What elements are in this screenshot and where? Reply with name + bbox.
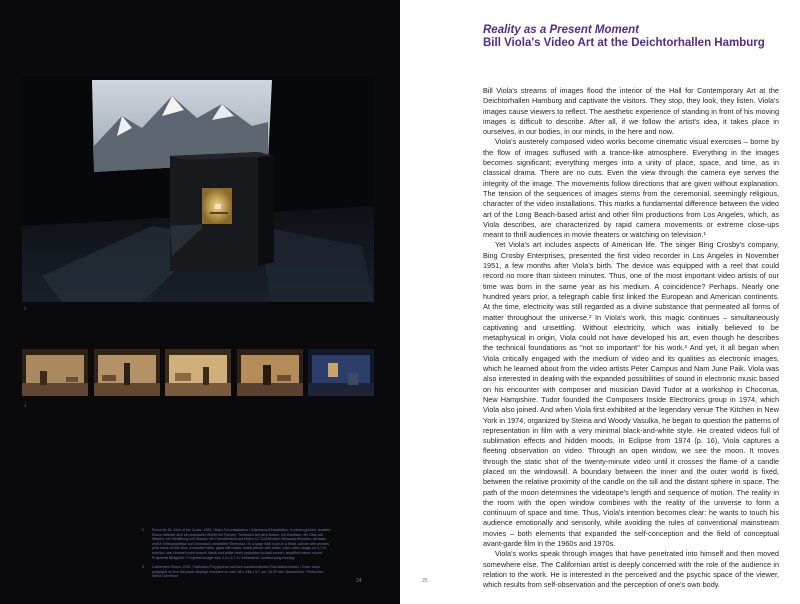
main-figure-label: 2	[24, 306, 27, 311]
thumbnail-photo	[22, 349, 88, 396]
thumbs-figure-label: 3	[24, 403, 27, 408]
thumbnail-photo	[165, 349, 231, 396]
body-paragraph: Yet Viola's art includes aspects of American life. The singer Bing Crosby's company, Bing Crosby Enterprises, presented the first video recorder in Los Angeles in November 1951, a few months after Viola's birth. The device was equipped with a reel that could record no more than sixteen minutes. Thus, one of the most important video artists of our time was born in the same year as his medium. A coincidence? Perhaps. Nearly one hundred years prior, a telegraph cable first linked the European and American continents. At the time, electricity was still regarded as a divine substance that permeated all forms of matter throughout the universe.² In Viola's work, this magic continues – simultaneously captivating and unsettling. Without electricity, which was initially believed to be metaphysical in origin, Viola could not have developed his art, even though he describes the technical foundations as "not so important" for his work.³ And yet, it all began when Viola critically engaged with the medium of video and its qualities as electronic images, which he learned about from the video artists Peter Campus and Nam June Paik. Viola was also interested in dealing with the expanded possibilities of sound in electronic music based on his encounter with composer and musician David Tudor at a workshop in Chocorua, New Hampshire. Tudor founded the Composers Inside Electronics group in 1974, which Viola also joined. And when Viola first exhibited at the legendary venue The Kitchen in New York in 1974, organized by Steina and Woody Vasulka, he began to question the patterns of representation in film with a very minimal black-and-white style. He created videos full of sublimation effects and hidden moods. In Eclipse from 1974 (p. 16), Viola captures a fleeting observation on video. Through an open window, we see the moon. It moves through the static shot of the twenty-minute video until it crosses the flame of a candle placed on the windowsill. A boundary between the inner and the outer world is fixed, between the relative proximity of the candle on the sill and the distant sphere in space. The path of the moon determines the videotape's length and sequence of motion. The reality in the room with the open window combines with the reality of the universe to form a continuum of space and time. Thus, Viola's intention becomes clear: he wants to touch his audience emotionally and sensorily, while avoiding the rules of conventional mainstream movies – both elements that expanded the self-conception and the field of conceptual avant-garde film in the 1960s and 1970s.	[483, 240, 780, 549]
caption-number: 3	[142, 565, 144, 570]
page-number-right: 25	[422, 578, 428, 584]
article-body	[483, 86, 779, 591]
caption-text: Room for St. John of the Cross, 1983, Video-Ton-Installation / Videosound installation. In einem großen, dunklen Raum befindet sich ein schwarzer Würfel mit Fenster. Tonfrosch auf dem Boden, ein Holztisch, ein Glas voll Wasser, ein Metallkrug voll Wasser, ein Farbvideobild auf einem 3,7-Zoll-Monitor; Einkanal-Monoton; schwarz-weiße Videoprojektion auf Leinwand; verstärkter Stereoton / In a large dark room is a black cubicle with window, peat moss on the floor, a wooden table, glass with water, metal pitcher with water, color video image on 3,7-in. monitor, one-channel mono sound; black-and-white video projection on wall screen; amplified stereo sound. Projizierte Bildgröße / Projected image size 3,4 x 3,7 m; fortlaufend / continuously running	[152, 528, 331, 560]
body-paragraph: Bill Viola's streams of images flood the interior of the Hall for Contemporary Art at the Deichtorhallen Hamburg and captivate the visitors. They stop, they look, they listen. Viola's images cause viewers to reflect. The aesthetic experience of standing in front of his moving images is difficult to describe. After all, if we follow the artist's idea, it takes place in ourselves, in our bodies, in our minds, in the here and now.	[483, 86, 779, 137]
thumbnail-strip	[22, 349, 374, 396]
article-title	[483, 24, 783, 50]
title-line-2: Bill Viola's Video Art at the Deichtorhallen Hamburg	[483, 37, 765, 49]
main-photo	[22, 76, 374, 302]
title-line-1: Reality as a Present Moment	[483, 24, 639, 36]
caption-item	[142, 565, 332, 579]
page-number-left: 24	[356, 578, 362, 584]
body-paragraph: Viola's works speak through images that have penetrated into himself and then moved somewhere else. The Californian artist is deeply concerned with the role of the audience in relation to the work. He is interested in the perceived and the psychic space of the viewer, which results from self-observation and the perception of one's own body.	[483, 549, 779, 590]
caption-text: Catherine's Room, 2001, Farbvideo-Polyptychon auf fünf wandmontierten Flachbildschirmen / Color video polyptych on five flat panel displays mounted on wall. 38 x 248 x 5,7 cm; 18:39 min. Darstellerin / Performer: Weba Garretson	[152, 565, 324, 579]
thumbnail-photo	[237, 349, 303, 396]
caption-item	[142, 528, 332, 560]
body-paragraph: Viola's austerely composed video works become cinematic visual exercises – borne by the flow of images suffused with a trance-like atmosphere. Everything in the images becomes significant; everything merges into a unity of place, space, and time, as in classical drama. There are no cuts. Even the view through the camera eye serves the integrity of the image. The movements follow directions that are given without explanation. The tension of the sequences of images stems from the ceremonial, seemingly religious, character of the video installations. This marks a fundamental difference between the video art of the Long Beach-based artist and other film productions from Los Angeles, which, as Viola describes, are characterized by rapid camera movements or extreme close-ups meant to thrill audiences in movie theaters or watching on television.¹	[483, 137, 779, 240]
figure-captions	[142, 528, 332, 584]
caption-number: 2	[142, 528, 144, 532]
thumbnail-photo	[94, 349, 160, 396]
thumbnail-photo	[308, 349, 374, 396]
